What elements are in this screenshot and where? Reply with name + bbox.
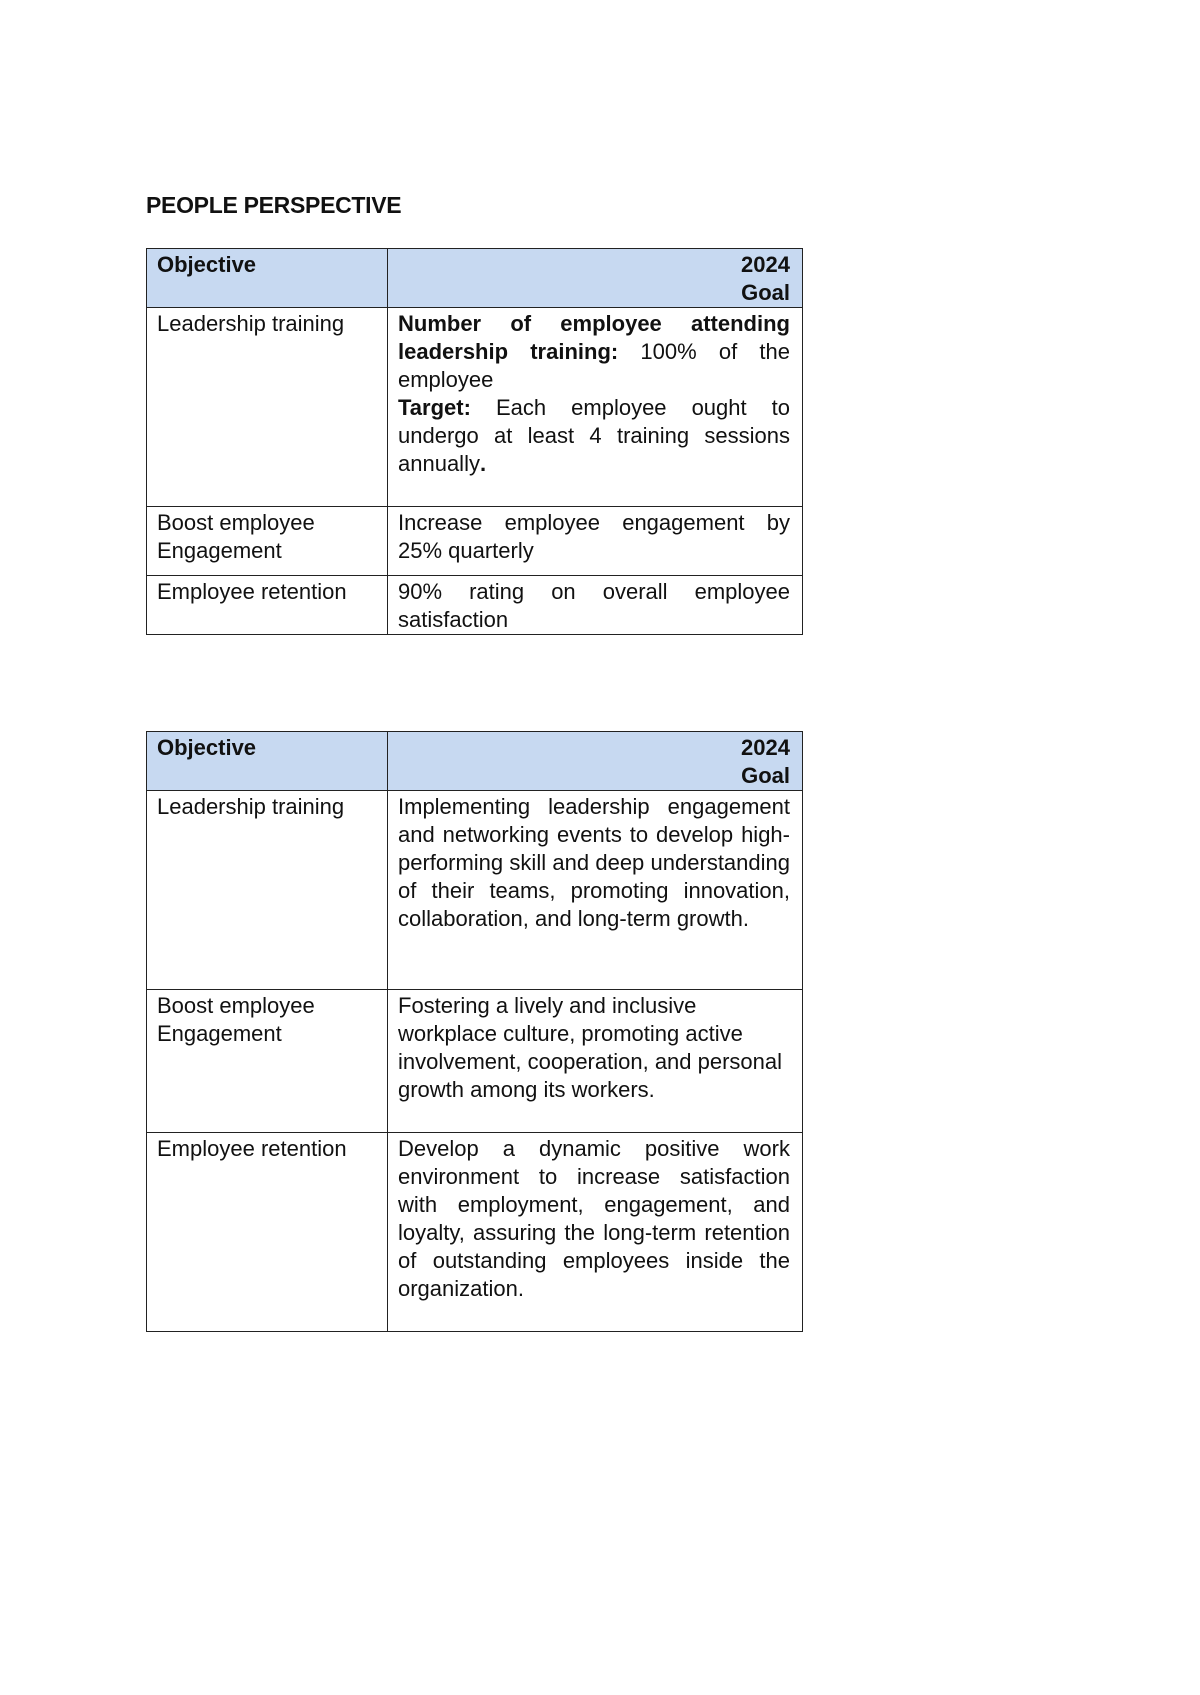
goal-target-label: Target: [398, 395, 471, 420]
table-row [147, 1133, 803, 1332]
objective-cell: Boost employee Engagement [147, 990, 388, 1133]
goal-cell: Develop a dynamic positive work environment to increase satisfaction with employment, engagement, and loyalty, assuring the long-term retention of outstanding employees inside the organization. [388, 1133, 803, 1332]
header-objective: Objective [147, 249, 388, 308]
objective-cell: Leadership training [147, 791, 388, 990]
table-header-row [147, 249, 803, 308]
table-row [147, 308, 803, 507]
goal-cell: Implementing leadership engagement and networking events to develop high-performing skill and deep understanding of their teams, promoting innovation, collaboration, and long-term growth. [388, 791, 803, 990]
goal-cell: 90% rating on overall employee satisfaction [388, 576, 803, 635]
header-goal [388, 732, 803, 791]
objective-cell: Employee retention [147, 576, 388, 635]
initiatives-goals-table [146, 731, 803, 1332]
objective-cell: Boost employee Engagement [147, 507, 388, 576]
goal-cell: Fostering a lively and inclusive workplace culture, promoting active involvement, cooperation, and personal growth among its workers. [388, 990, 803, 1133]
header-goal [388, 249, 803, 308]
table-row [147, 507, 803, 576]
header-objective: Objective [147, 732, 388, 791]
goal-metric-text: 100% of the employee [398, 339, 790, 392]
goal-cell [388, 308, 803, 507]
table-header-row [147, 732, 803, 791]
kpi-goals-table [146, 248, 803, 635]
header-year: 2024 [741, 735, 790, 760]
objective-cell: Employee retention [147, 1133, 388, 1332]
page-title: PEOPLE PERSPECTIVE [146, 192, 402, 218]
goal-target-text: Each employee ought to undergo at least 4 training sessions annually [398, 395, 790, 476]
header-goal-label: Goal [741, 280, 790, 305]
goal-metric-label: Number of employee attending leadership training: [398, 311, 790, 364]
goal-target-end: . [479, 451, 487, 476]
table-row [147, 576, 803, 635]
table-row [147, 990, 803, 1133]
table-row [147, 791, 803, 990]
goal-cell: Increase employee engagement by 25% quarterly [388, 507, 803, 576]
header-goal-label: Goal [741, 763, 790, 788]
objective-cell: Leadership training [147, 308, 388, 507]
header-year: 2024 [741, 252, 790, 277]
